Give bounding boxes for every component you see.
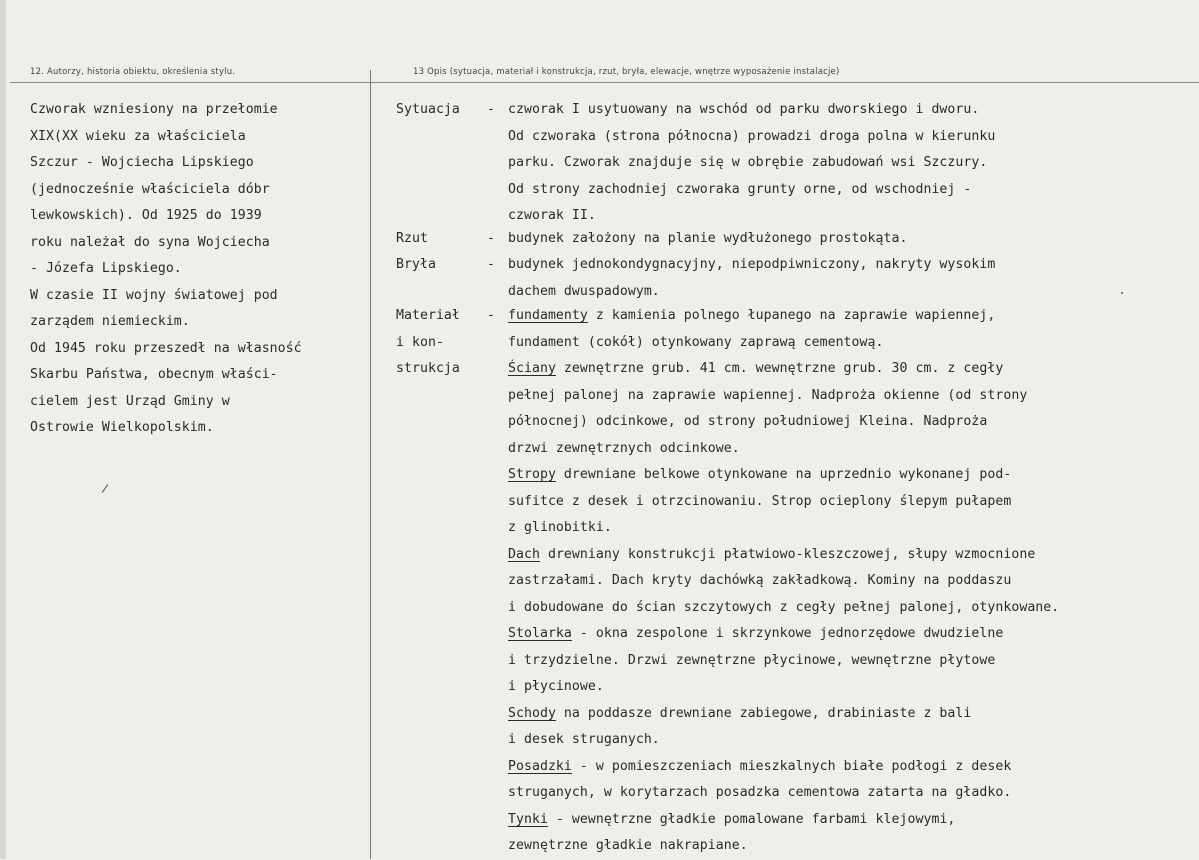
entry-line: Od strony zachodniej czworaka grunty orne, od wschodniej - <box>508 181 972 197</box>
history-line: W czasie II wojny światowej pod <box>30 287 278 303</box>
stropy-keyword: Stropy <box>508 467 556 482</box>
header-rule <box>10 82 1199 83</box>
history-line: - Józefa Lipskiego. <box>30 261 182 276</box>
entry-line: parku. Czworak znajduje się w obrębie zabudowań wsi Szczury. <box>508 155 988 170</box>
tynki-line <box>508 807 1198 834</box>
entry-label: Sytuacja <box>396 102 460 117</box>
stropy-line <box>508 462 1198 489</box>
entry-line: północnej) odcinkowe, od strony południowej Kleina. Nadproża <box>508 414 988 429</box>
entry-dash: - <box>487 231 495 246</box>
dach-keyword: Dach <box>508 546 540 562</box>
posadzki-keyword: Posadzki <box>508 758 572 774</box>
tynki-text: - wewnętrzne gładkie pomalowane farbami klejowymi, <box>547 811 956 827</box>
history-line: lewkowskich). Od 1925 do 1939 <box>30 208 262 223</box>
entry-label: i kon- <box>396 334 444 350</box>
entry-label: Bryła <box>396 257 436 272</box>
entry-line: drzwi zewnętrznych odcinkowe. <box>508 440 740 456</box>
entry-line: zewnętrzne gładkie nakrapiane. <box>508 838 748 853</box>
history-line: Ostrowie Wielkopolskim. <box>30 420 214 435</box>
entry-line: i płycinowe. <box>508 679 604 694</box>
entry-dash: - <box>487 102 495 117</box>
tynki-keyword: Tynki <box>508 811 548 827</box>
section-12-heading: 12. Autorzy, historia obiektu, określenia stylu. <box>30 67 236 77</box>
history-line: Skarbu Państwa, obecnym właści- <box>30 367 278 382</box>
history-line: Szczur - Wojciecha Lipskiego <box>30 155 254 170</box>
history-line: zarządem niemieckim. <box>30 314 190 329</box>
entry-line: i dobudowane do ścian szczytowych z cegły pełnej palonej, otynkowane. <box>508 599 1060 615</box>
entry-line: czworak I usytuowany na wschód od parku dworskiego i dworu. <box>508 102 980 117</box>
section-13-heading: 13 Opis (sytuacja, materiał i konstrukcja, rzut, bryła, elewacje, wnętrze wyposażenie instalacje) <box>413 67 840 77</box>
history-line: XIX(XX wieku za właściciela <box>30 128 246 144</box>
stolarka-line <box>508 621 1198 648</box>
posadzki-line <box>508 754 1198 781</box>
stolarka-text: - okna zespolone i skrzynkowe jednorzędowe dwudzielne <box>571 626 1004 641</box>
entry-line: fundament (cokół) otynkowany zaprawą cementową. <box>508 334 884 350</box>
history-line: roku należał do syna Wojciecha <box>30 234 270 250</box>
stropy-text: drewniane belkowe otynkowane na uprzednio wykonanej pod- <box>555 467 1012 482</box>
history-line: cielem jest Urząd Gminy w <box>30 393 230 409</box>
entry-line: pełnej palonej na zaprawie wapiennej. Nadproża okienne (od strony <box>508 387 1028 403</box>
entry-label: Rzut <box>396 231 428 246</box>
history-line: (jednocześnie właściciela dóbr <box>30 181 270 197</box>
entry-line: Od czworaka (strona północna) prowadzi droga polna w kierunku <box>508 128 996 144</box>
entry-dash: - <box>487 308 495 323</box>
entry-line: budynek założony na planie wydłużonego prostokąta. <box>508 231 908 246</box>
dach-line <box>508 542 1198 569</box>
fundamenty-keyword: fundamenty <box>508 308 588 323</box>
dach-text: drewniany konstrukcji płatwiowo-kleszczowej, słupy wzmocnione <box>539 546 1036 562</box>
entry-line: z glinobitki. <box>508 520 612 535</box>
entry-line: budynek jednokondygnacyjny, niepodpiwniczony, nakryty wysokim <box>508 257 996 272</box>
entry-line: struganych, w korytarzach posadzka cementowa zatarta na gładko. <box>508 785 1012 800</box>
page-edge <box>0 0 6 859</box>
column-divider <box>370 70 371 859</box>
entry-dash: - <box>487 257 495 272</box>
sciany-line <box>508 356 1198 383</box>
stolarka-keyword: Stolarka <box>508 626 572 641</box>
entry-line: czworak II. <box>508 208 596 223</box>
entry-line: sufitce z desek i otrzcinowaniu. Strop ocieplony ślepym pułapem <box>508 493 1012 509</box>
sciany-keyword: Ściany <box>508 361 556 376</box>
pencil-mark <box>102 484 109 493</box>
history-line: Od 1945 roku przeszedł na własność <box>30 340 302 356</box>
entry-line: i trzydzielne. Drzwi zewnętrzne płycinowe, wewnętrzne płytowe <box>508 652 996 668</box>
sciany-text: zewnętrzne grub. 41 cm. wewnętrzne grub. 30 cm. z cegły <box>555 361 1004 376</box>
schody-text: na poddasze drewniane zabiegowe, drabiniaste z bali <box>555 705 972 721</box>
entry-label: Materiał <box>396 308 460 323</box>
fundamenty-text: z kamienia polnego łupanego na zaprawie wapiennej, <box>587 308 996 323</box>
fundamenty-line <box>508 303 1198 330</box>
posadzki-text: - w pomieszczeniach mieszkalnych białe podłogi z desek <box>571 758 1012 774</box>
history-text <box>30 97 365 442</box>
entry-line: zastrzałami. Dach kryty dachówką zakładkową. Kominy na poddaszu <box>508 573 1012 588</box>
history-line: Czworak wzniesiony na przełomie <box>30 102 278 117</box>
entry-line: i desek struganych. <box>508 732 660 747</box>
schody-keyword: Schody <box>508 705 556 721</box>
entry-line: dachem dwuspadowym. <box>508 283 660 299</box>
schody-line <box>508 701 1198 728</box>
entry-label: strukcja <box>396 361 460 376</box>
